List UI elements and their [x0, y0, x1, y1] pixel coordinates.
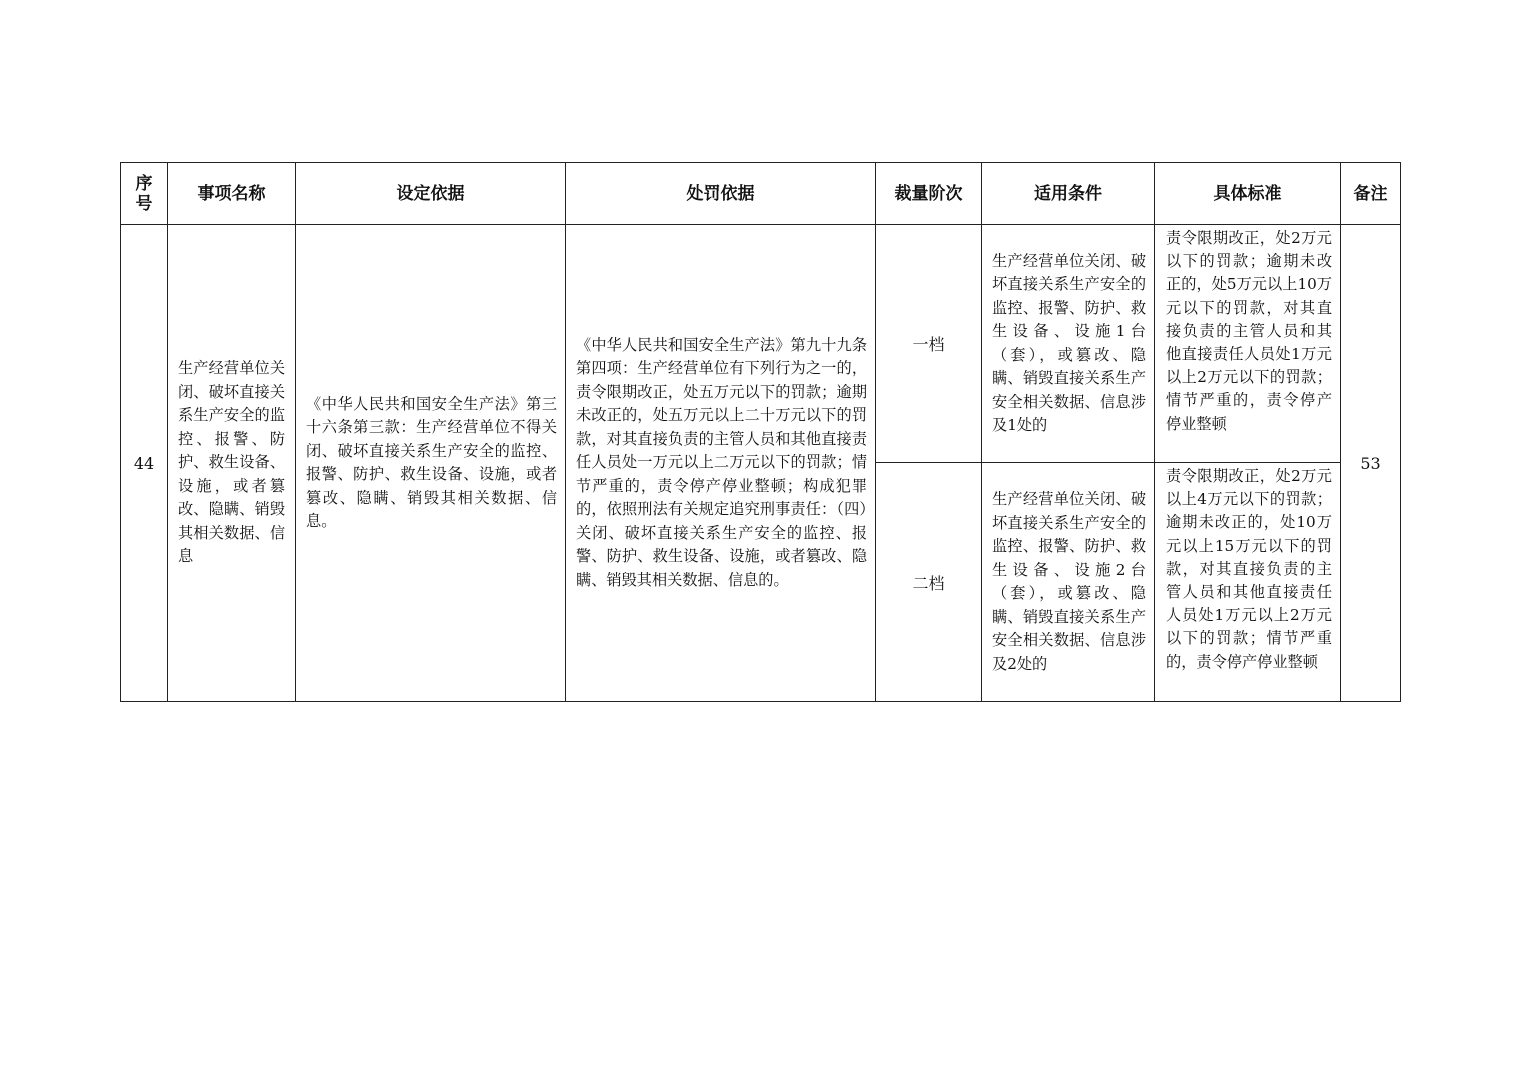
row-penalty: 《中华人民共和国安全生产法》第九十九条第四项：生产经营单位有下列行为之一的，责令限期改正，处五万元以下的罚款；逾期未改正的，处五万元以上二十万元以下的罚款，对其直接负责的主管人员和其他直接责任人员处一万元以上二万元以下的罚款；情节严重的，责令停产停业整顿；构成犯罪的，依照刑法有关规定追究刑事责任：（四）关闭、破坏直接关系生产安全的监控、报警、防护、救生设备、设施，或者篡改、隐瞒、销毁其相关数据、信息的。: [576, 335, 867, 589]
row-penalty-cell: [566, 225, 876, 702]
tier-1-level: 一档: [876, 225, 982, 463]
penalty-discretion-table: [120, 162, 1401, 702]
row-note: 53: [1341, 225, 1401, 702]
tier-1-standard: 责令限期改正，处2万元以下的罚款；逾期未改正的，处5万元以上10万元以下的罚款，对其直接负责的主管人员和其他直接责任人员处1万元以上2万元以下的罚款；情节严重的，责令停产停业整顿: [1166, 229, 1332, 433]
header-note: 备注: [1341, 163, 1401, 225]
row-seq: 44: [121, 225, 168, 702]
header-basis: 设定依据: [296, 163, 566, 225]
row-basis-cell: [296, 225, 566, 702]
tier-2-level: 二档: [876, 463, 982, 702]
tier-1-condition-cell: [982, 225, 1155, 463]
header-name: 事项名称: [168, 163, 296, 225]
header-seq: 序号: [121, 163, 168, 225]
row-basis: 《中华人民共和国安全生产法》第三十六条第三款：生产经营单位不得关闭、破坏直接关系生产安全的监控、报警、防护、救生设备、设施，或者篡改、隐瞒、销毁其相关数据、信息。: [306, 394, 557, 530]
row-name: 生产经营单位关闭、破坏直接关系生产安全的监控、报警、防护、救生设备、设施，或者篡改、隐瞒、销毁其相关数据、信息: [178, 359, 285, 566]
tier-1-standard-cell: [1155, 225, 1341, 463]
header-level: 裁量阶次: [876, 163, 982, 225]
tier-2-standard: 责令限期改正，处2万元以上4万元以下的罚款；逾期未改正的，处10万元以上15万元以下的罚款，对其直接负责的主管人员和其他直接责任人员处1万元以上2万元以下的罚款；情节严重的，责令停产停业整顿: [1166, 467, 1332, 671]
table-row: [121, 225, 1401, 463]
row-name-cell: [168, 225, 296, 702]
tier-2-condition-cell: [982, 463, 1155, 702]
tier-1-condition: 生产经营单位关闭、破坏直接关系生产安全的监控、报警、防护、救生设备、设施1台（套），或篡改、隐瞒、销毁直接关系生产安全相关数据、信息涉及1处的: [992, 251, 1146, 434]
header-standard: 具体标准: [1155, 163, 1341, 225]
header-row: [121, 163, 1401, 225]
header-penalty: 处罚依据: [566, 163, 876, 225]
tier-2-standard-cell: [1155, 463, 1341, 702]
header-condition: 适用条件: [982, 163, 1155, 225]
tier-2-condition: 生产经营单位关闭、破坏直接关系生产安全的监控、报警、防护、救生设备、设施2台（套），或篡改、隐瞒、销毁直接关系生产安全相关数据、信息涉及2处的: [992, 490, 1146, 673]
